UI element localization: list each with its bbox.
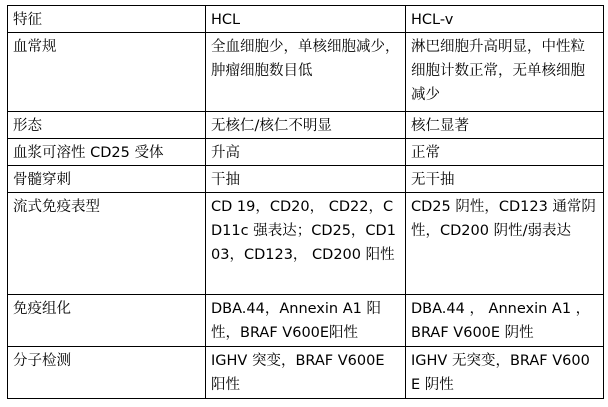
table-row [8, 193, 604, 295]
hcl-v-cell: 无干抽 [406, 166, 604, 193]
table-row [8, 112, 604, 139]
header-hcl-v: HCL-v [406, 6, 604, 33]
hcl-v-cell: IGHV 无突变，BRAF V600E 阴性 [406, 347, 604, 399]
row-label: 形态 [8, 112, 206, 139]
hcl-cell: DBA.44，Annexin A1 阳性，BRAF V600E阳性 [206, 295, 406, 347]
header-hcl: HCL [206, 6, 406, 33]
table-row [8, 139, 604, 166]
hcl-cell: 干抽 [206, 166, 406, 193]
hcl-cell: 无核仁/核仁不明显 [206, 112, 406, 139]
hcl-cell: IGHV 突变，BRAF V600E 阳性 [206, 347, 406, 399]
row-label: 血浆可溶性 CD25 受体 [8, 139, 206, 166]
table-row [8, 347, 604, 399]
row-label: 分子检测 [8, 347, 206, 399]
table-row [8, 295, 604, 347]
hcl-v-cell: DBA.44 ， Annexin A1 ，BRAF V600E 阴性 [406, 295, 604, 347]
hcl-v-cell: 正常 [406, 139, 604, 166]
header-feature: 特征 [8, 6, 206, 33]
hcl-v-cell: 淋巴细胞升高明显，中性粒细胞计数正常，无单核细胞减少 [406, 33, 604, 112]
table-row [8, 166, 604, 193]
hcl-cell: CD 19，CD20， CD22，CD11c 强表达；CD25，CD103，CD123， CD200 阳性 [206, 193, 406, 295]
hcl-v-cell: CD25 阴性，CD123 通常阴性，CD200 阴性/弱表达 [406, 193, 604, 295]
table-header-row [8, 6, 604, 33]
hcl-cell: 升高 [206, 139, 406, 166]
table-row [8, 33, 604, 112]
row-label: 血常规 [8, 33, 206, 112]
comparison-table [7, 5, 604, 399]
row-label: 流式免疫表型 [8, 193, 206, 295]
row-label: 免疫组化 [8, 295, 206, 347]
row-label: 骨髓穿刺 [8, 166, 206, 193]
hcl-cell: 全血细胞少，单核细胞减少，肿瘤细胞数目低 [206, 33, 406, 112]
hcl-v-cell: 核仁显著 [406, 112, 604, 139]
